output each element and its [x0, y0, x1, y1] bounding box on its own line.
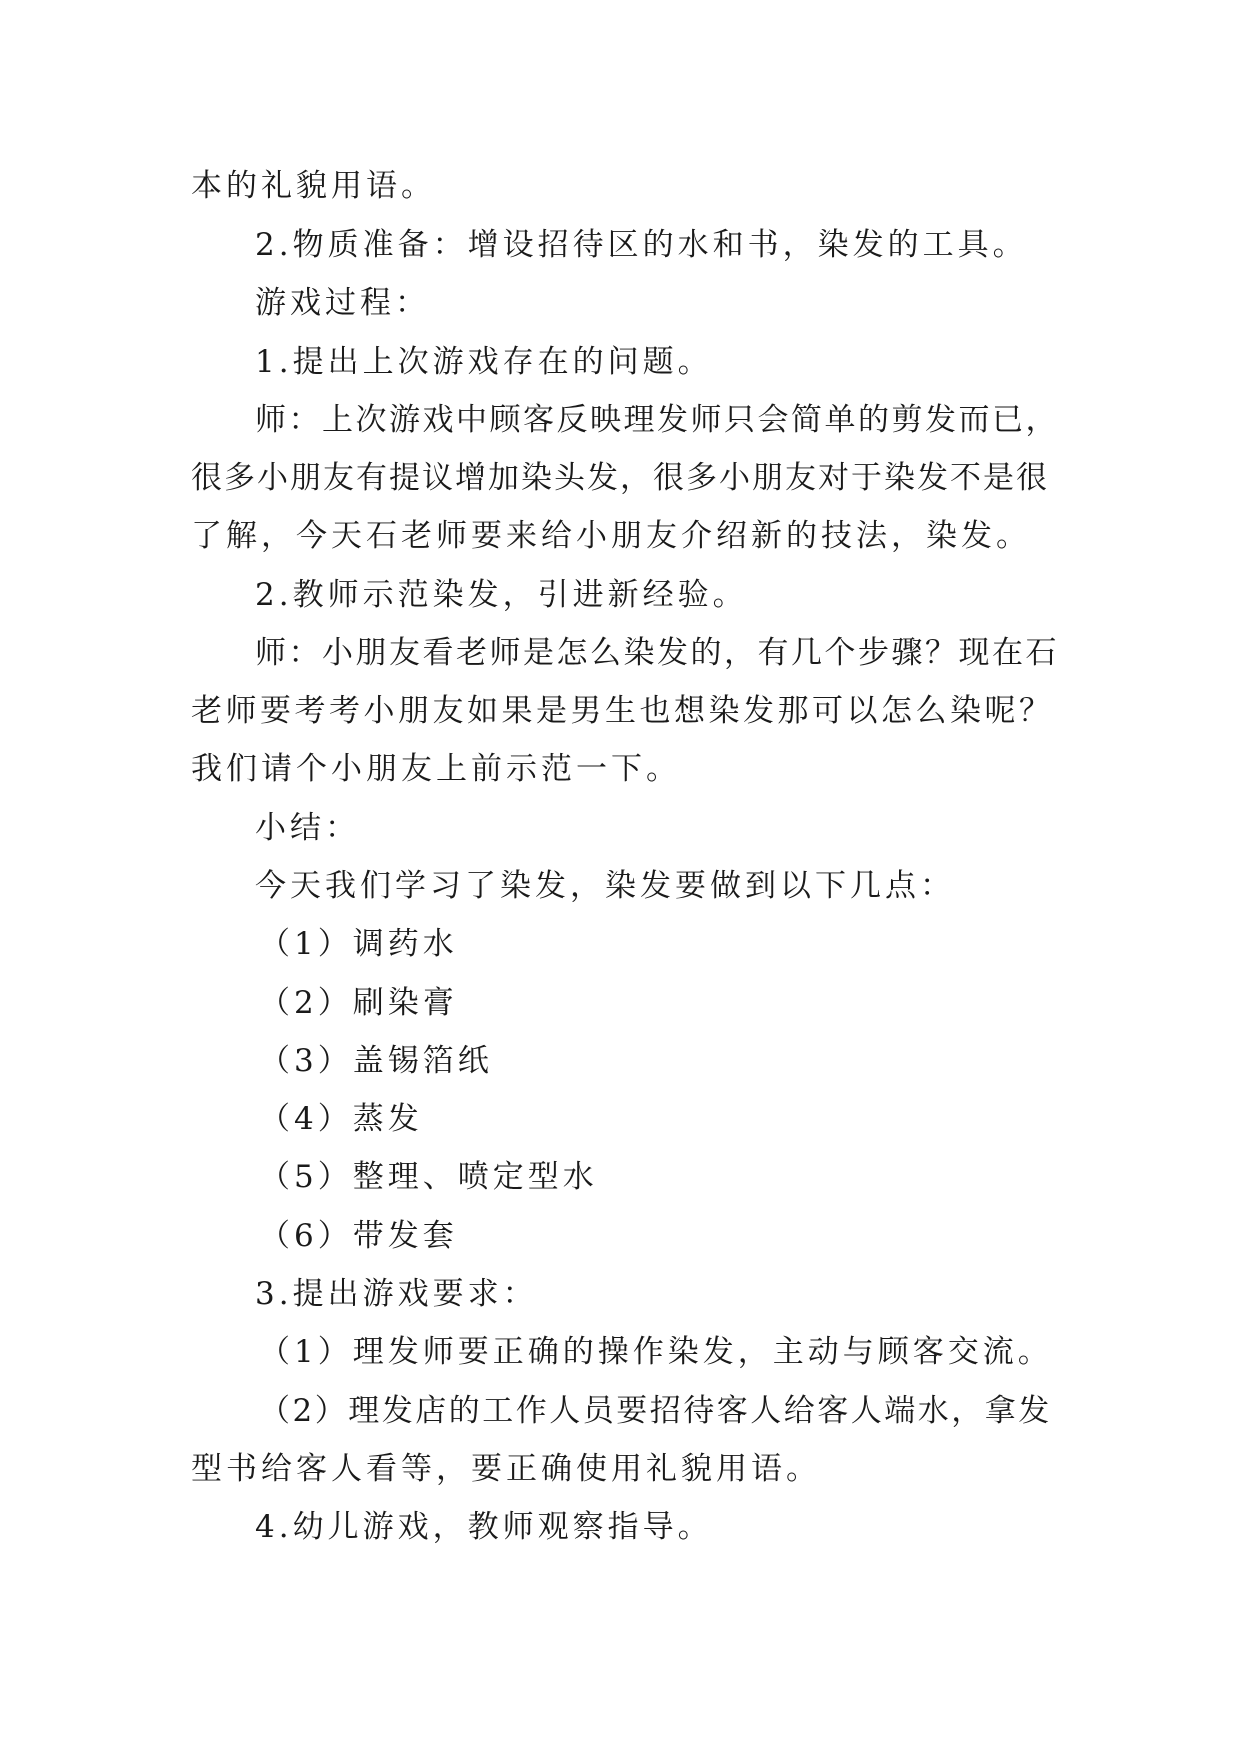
text-line: 2.物质准备：增设招待区的水和书，染发的工具。	[255, 227, 1028, 263]
text-line: 3.提出游戏要求：	[255, 1276, 538, 1312]
text-line: 本的礼貌用语。	[191, 168, 436, 204]
list-item: （1）理发师要正确的操作染发，主动与顾客交流。	[259, 1334, 1053, 1370]
list-item: （3）盖锡箔纸	[259, 1043, 493, 1079]
text-line: 师：小朋友看老师是怎么染发的，有几个步骤？现在石	[255, 635, 1059, 671]
text-line: 师：上次游戏中顾客反映理发师只会简单的剪发而已，	[255, 402, 1059, 438]
text-line: 今天我们学习了染发，染发要做到以下几点：	[255, 868, 955, 904]
list-item: （6）带发套	[259, 1218, 458, 1254]
section-heading: 小结：	[255, 810, 360, 846]
section-heading: 游戏过程：	[255, 285, 430, 321]
text-line: 型书给客人看等，要正确使用礼貌用语。	[191, 1451, 821, 1487]
list-item: （1）调药水	[259, 926, 458, 962]
list-item: （2）理发店的工作人员要招待客人给客人端水，拿发	[259, 1393, 1052, 1429]
text-line: 了解，今天石老师要来给小朋友介绍新的技法，染发。	[191, 518, 1031, 554]
text-line: 我们请个小朋友上前示范一下。	[191, 751, 681, 787]
text-line: 4.幼儿游戏，教师观察指导。	[255, 1509, 713, 1545]
text-line: 1.提出上次游戏存在的问题。	[255, 344, 713, 380]
text-line: 老师要考考小朋友如果是男生也想染发那可以怎么染呢？	[191, 693, 1054, 729]
text-line: 2.教师示范染发，引进新经验。	[255, 577, 748, 613]
text-line: 很多小朋友有提议增加染头发，很多小朋友对于染发不是很	[191, 460, 1049, 496]
list-item: （4）蒸发	[259, 1101, 423, 1137]
list-item: （5）整理、喷定型水	[259, 1159, 598, 1195]
list-item: （2）刷染膏	[259, 985, 458, 1021]
